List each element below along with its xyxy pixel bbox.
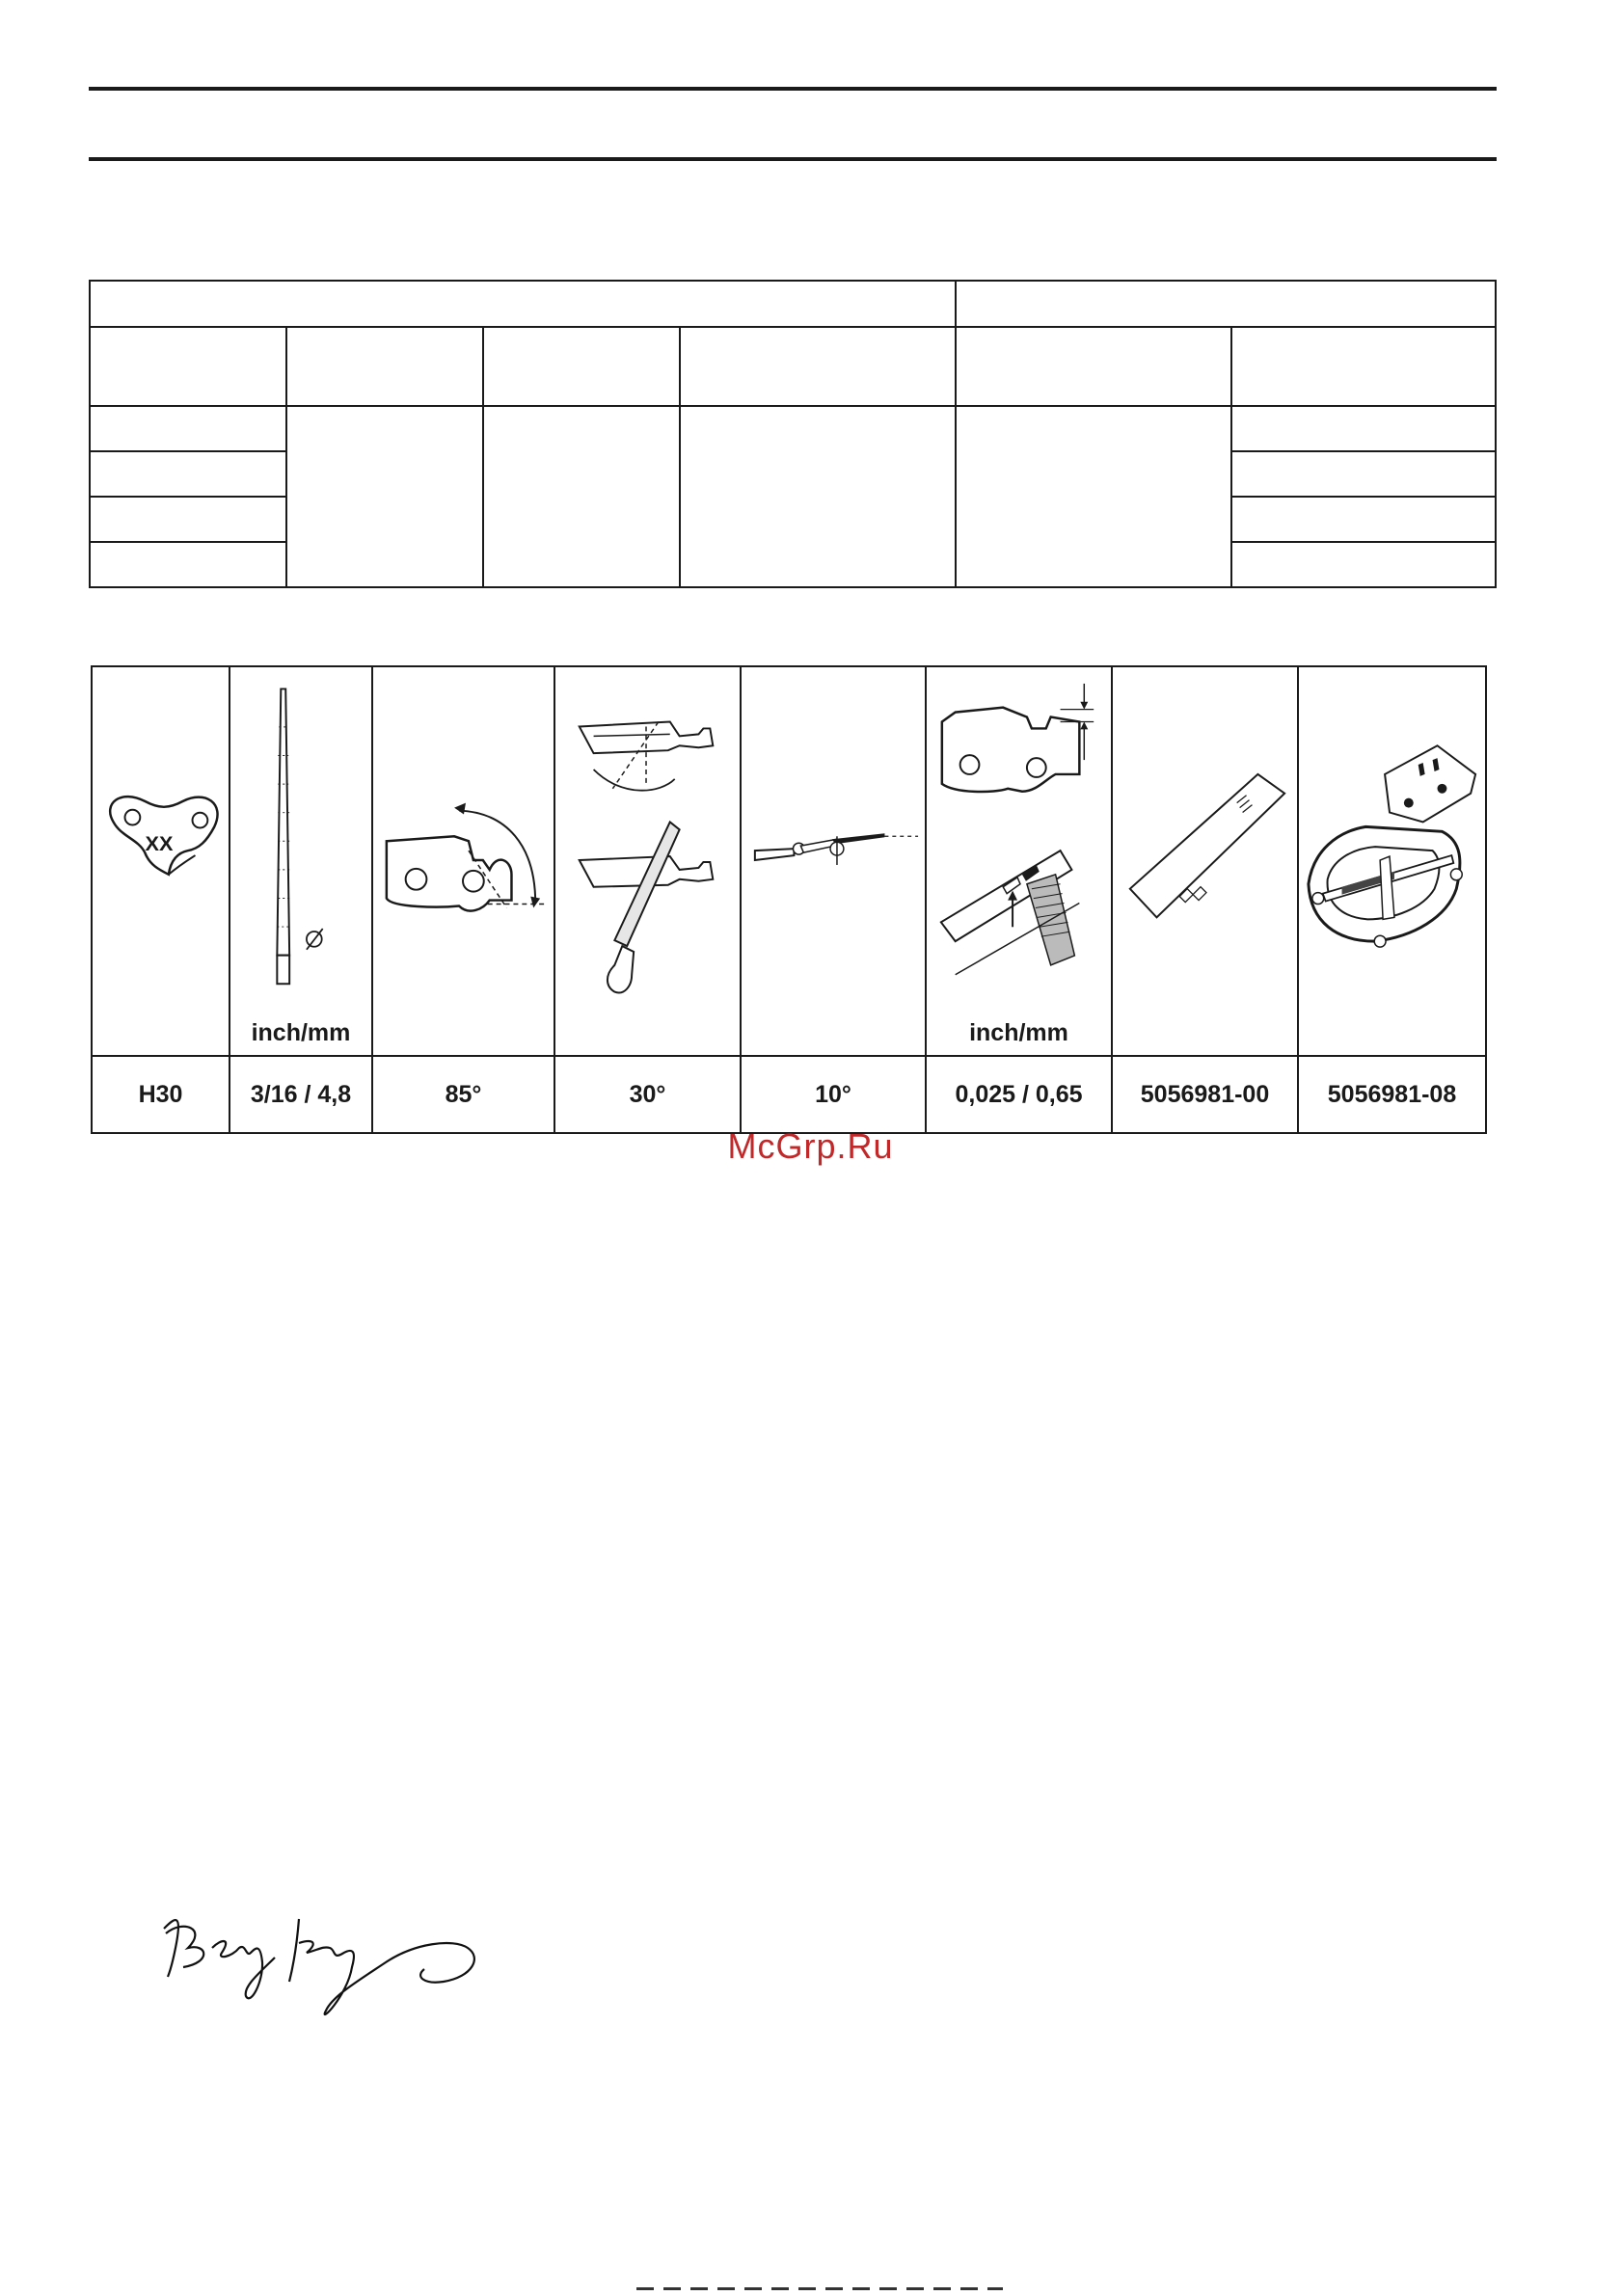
value-file-angle: 30° [554,1056,741,1133]
header-cell-depth-gauge-tool [1112,666,1298,1056]
specification-table [89,280,1497,588]
watermark: McGrp.Ru [727,1126,894,1166]
table-cell [286,327,483,406]
table-cell [1231,406,1496,451]
file-angle-icon [555,667,740,1055]
value-top-plate-angle: 85° [372,1056,554,1133]
file-holder-tilt-icon [742,667,925,1055]
top-rule [89,87,1497,91]
header-cell-file-gauge-kit [1298,666,1486,1056]
depth-gauge-setting-icon [927,667,1111,1055]
table-row [92,1056,1486,1133]
value-depth-gauge: 0,025 / 0,65 [926,1056,1112,1133]
table-row [92,666,1486,1056]
value-holder-tilt: 10° [741,1056,926,1133]
header-rule [89,157,1497,161]
table-cell [90,451,286,497]
table-cell [1231,327,1496,406]
file-gauge-kit-icon [1299,667,1485,1055]
header-cell-file-angle [554,666,741,1056]
header-cell-depth-gauge [926,666,1112,1056]
table-cell [483,327,680,406]
table-cell [483,406,680,587]
unit-label: inch/mm [251,1019,351,1046]
round-file-icon [230,667,371,1055]
table-cell [286,406,483,587]
footer-mark [636,2287,1003,2290]
chain-type-label: XX [145,831,174,856]
table-cell [956,406,1231,587]
depth-gauge-tool-icon [1113,667,1297,1055]
table-cell [90,542,286,587]
value-chain-type: H30 [92,1056,230,1133]
sharpening-table [91,665,1487,1134]
table-row [90,327,1496,406]
table-cell [956,327,1231,406]
table-cell [680,327,956,406]
table-cell [1231,451,1496,497]
table-row [90,406,1496,451]
chain-type-tag-icon [93,667,229,1055]
header-cell-chain-type [92,666,230,1056]
header-cell-file-diameter [230,666,372,1056]
table-cell [90,497,286,542]
table-row [90,281,1496,327]
table-cell [90,327,286,406]
table-cell [90,406,286,451]
unit-label: inch/mm [969,1019,1068,1046]
header-cell-top-plate-angle [372,666,554,1056]
table-cell [956,281,1496,327]
header-cell-holder-tilt [741,666,926,1056]
table-cell [1231,542,1496,587]
signature [154,1890,521,2035]
value-depth-gauge-tool: 5056981-00 [1112,1056,1298,1133]
value-file-gauge-kit: 5056981-08 [1298,1056,1486,1133]
table-cell [1231,497,1496,542]
table-cell [90,281,956,327]
cutter-top-plate-angle-icon [373,667,554,1055]
table-cell [680,406,956,587]
value-file-diameter: 3/16 / 4,8 [230,1056,372,1133]
